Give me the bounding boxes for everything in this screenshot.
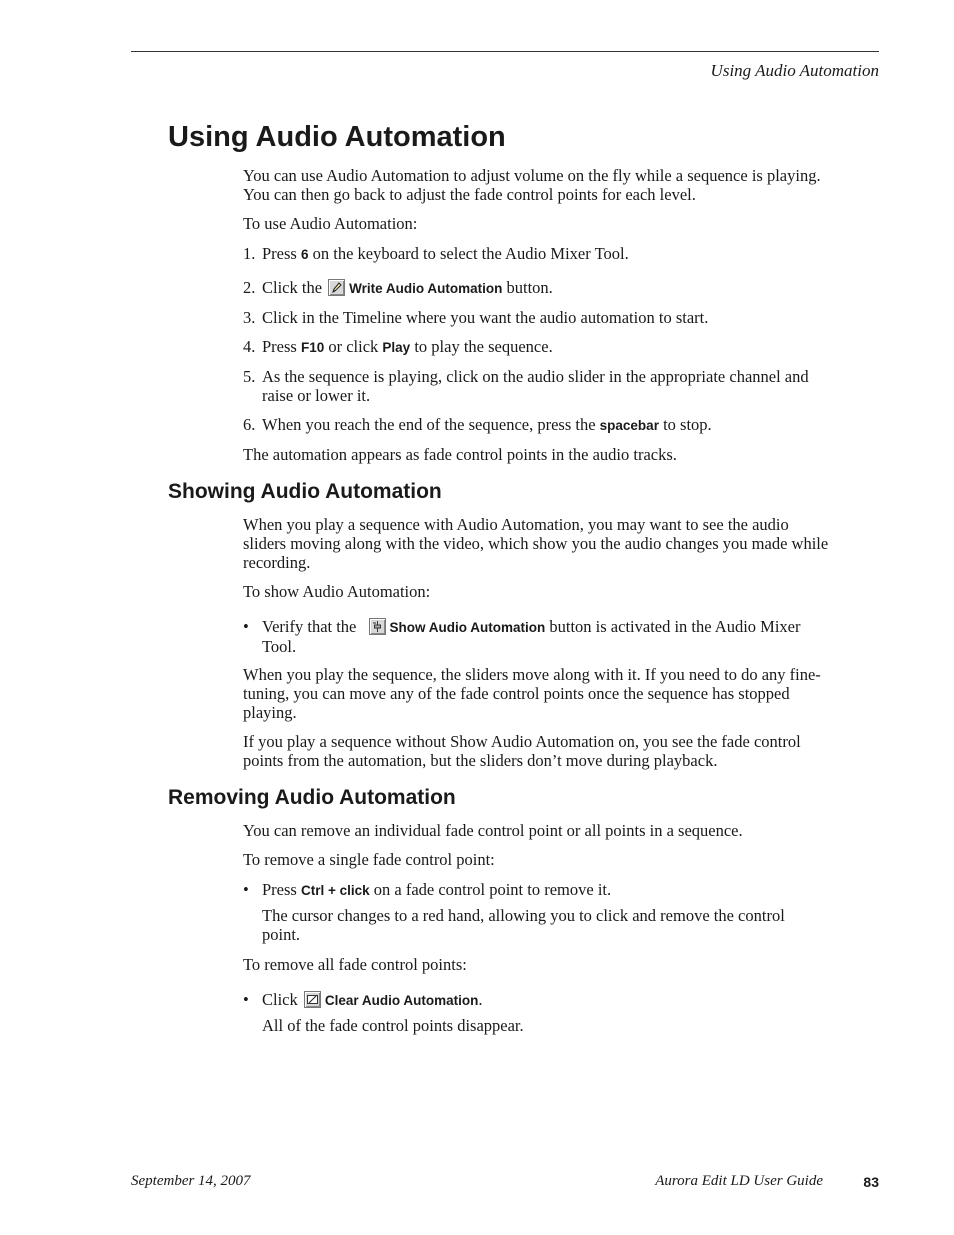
remove-all-note: All of the fade control points disappear. [262, 1016, 524, 1035]
section-heading-show: Showing Audio Automation [168, 480, 442, 503]
play-label: Play [382, 340, 411, 355]
footer-date: September 14, 2007 [131, 1173, 251, 1189]
key-label: spacebar [599, 418, 659, 433]
clear-automation-icon [304, 991, 321, 1008]
show-automation-label: Show Audio Automation [389, 620, 546, 635]
header-rule [131, 51, 879, 52]
shortcut-label: Ctrl + click [300, 883, 370, 898]
remove-all-lead: To remove all fade control points: [243, 955, 467, 974]
write-automation-label: Write Audio Automation [349, 281, 503, 296]
show-procedure-lead: To show Audio Automation: [243, 582, 431, 601]
footer-guide-title: Aurora Edit LD User Guide [655, 1173, 823, 1189]
key-label: 6 [300, 247, 309, 262]
page-number: 83 [863, 1174, 879, 1190]
section-heading-remove: Removing Audio Automation [168, 786, 456, 809]
show-paragraph-1: When you play the sequence, the sliders move along with it. If you need to do any fine-tuning, you can move any of the fade control points once the sequence has stopped playing. [243, 665, 821, 722]
remove-single-note: The cursor changes to a red hand, allowing you to click and remove the control point. [262, 906, 785, 944]
result-paragraph: The automation appears as fade control points in the audio tracks. [243, 445, 677, 464]
remove-intro-paragraph: You can remove an individual fade control point or all points in a sequence. [243, 821, 743, 840]
show-automation-icon [369, 618, 386, 635]
write-automation-icon [328, 279, 345, 296]
page-title: Using Audio Automation [168, 121, 506, 153]
procedure-lead: To use Audio Automation: [243, 214, 418, 233]
show-paragraph-2: If you play a sequence without Show Audio Automation on, you see the fade control points from the automation, but the sliders don’t move during playback. [243, 732, 801, 770]
running-header: Using Audio Automation [710, 61, 879, 80]
intro-paragraph: You can use Audio Automation to adjust volume on the fly while a sequence is playing. You can then go back to adjust the fade control points for each level. [243, 166, 821, 204]
remove-single-lead: To remove a single fade control point: [243, 850, 495, 869]
clear-automation-label: Clear Audio Automation [324, 993, 479, 1008]
show-intro-paragraph: When you play a sequence with Audio Automation, you may want to see the audio sliders moving along with the video, which show you the audio changes you made while recording. [243, 515, 829, 572]
key-label: F10 [300, 340, 325, 355]
